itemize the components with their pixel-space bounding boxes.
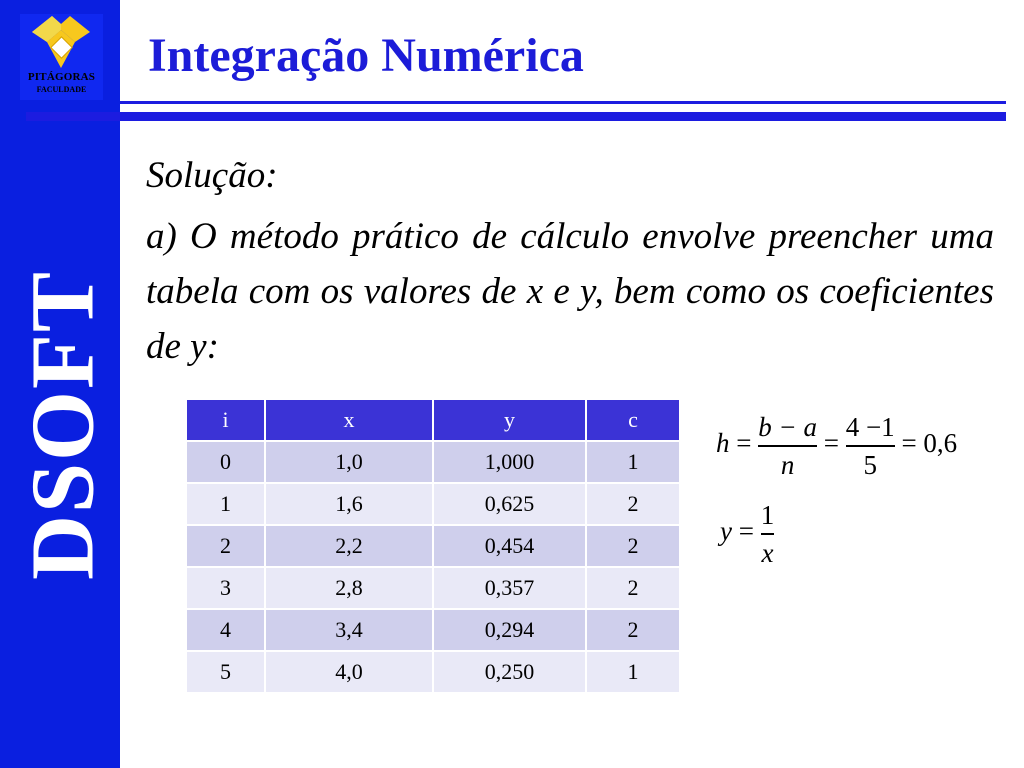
formula-step-size	[716, 412, 957, 480]
fraction-1-over-x	[761, 500, 775, 568]
title-divider-thick	[26, 112, 1006, 121]
table-row	[186, 609, 680, 651]
cell-x: 4,0	[265, 651, 433, 693]
fraction-bar	[846, 445, 895, 447]
header-y: y	[433, 399, 586, 441]
cell-y: 0,250	[433, 651, 586, 693]
fraction-numerator: b − a	[758, 412, 817, 442]
pitagoras-logo-icon	[32, 16, 90, 70]
header-c: c	[586, 399, 680, 441]
header-x: x	[265, 399, 433, 441]
logo-text-line1: PITÁGORAS	[27, 71, 96, 83]
title-divider-thin	[120, 101, 1006, 104]
fraction-numerator: 4 −1	[845, 412, 895, 442]
sidebar-brand: DSOFT	[13, 269, 113, 581]
table-row	[186, 441, 680, 483]
cell-x: 1,0	[265, 441, 433, 483]
header-i: i	[186, 399, 265, 441]
cell-x: 2,8	[265, 567, 433, 609]
cell-i: 0	[186, 441, 265, 483]
table-row	[186, 525, 680, 567]
cell-c: 1	[586, 441, 680, 483]
cell-c: 1	[586, 651, 680, 693]
table-row	[186, 483, 680, 525]
fraction-denominator: 5	[863, 450, 877, 480]
solution-paragraph: a) O método prático de cálculo envolve preencher uma tabela com os valores de x e y, bem como os coeficientes de y:	[146, 216, 994, 367]
values-table	[185, 398, 681, 694]
fraction-bar	[758, 445, 817, 447]
table-header-row	[186, 399, 680, 441]
cell-y: 0,454	[433, 525, 586, 567]
fraction-denominator: n	[780, 450, 795, 480]
cell-i: 3	[186, 567, 265, 609]
slide-body	[146, 148, 994, 374]
formula-y-eq: =	[738, 516, 754, 547]
fraction-denominator: x	[761, 538, 774, 568]
formula-h-eq2: =	[823, 428, 839, 459]
formula-y-lhs: y	[720, 516, 732, 547]
fraction-4-minus-1-over-5	[846, 412, 895, 480]
cell-y: 0,294	[433, 609, 586, 651]
cell-y: 1,000	[433, 441, 586, 483]
formula-function	[720, 500, 774, 568]
formula-h-result: 0,6	[923, 428, 958, 459]
cell-i: 1	[186, 483, 265, 525]
fraction-b-minus-a-over-n	[758, 412, 817, 480]
cell-c: 2	[586, 525, 680, 567]
cell-x: 2,2	[265, 525, 433, 567]
cell-c: 2	[586, 483, 680, 525]
cell-c: 2	[586, 609, 680, 651]
cell-i: 4	[186, 609, 265, 651]
logo-text-line2: FACULDADE	[36, 85, 87, 94]
cell-i: 2	[186, 525, 265, 567]
solution-heading: Solução:	[146, 155, 278, 196]
faculty-logo	[20, 14, 103, 100]
table-row	[186, 651, 680, 693]
table-row	[186, 567, 680, 609]
cell-c: 2	[586, 567, 680, 609]
formula-h-eq1: =	[736, 428, 752, 459]
cell-x: 3,4	[265, 609, 433, 651]
cell-y: 0,357	[433, 567, 586, 609]
formula-h-eq3: =	[901, 428, 917, 459]
cell-y: 0,625	[433, 483, 586, 525]
fraction-numerator: 1	[760, 500, 775, 530]
cell-i: 5	[186, 651, 265, 693]
fraction-bar	[761, 533, 775, 535]
slide-title: Integração Numérica	[148, 29, 584, 82]
cell-x: 1,6	[265, 483, 433, 525]
formula-h-lhs: h	[716, 428, 730, 459]
